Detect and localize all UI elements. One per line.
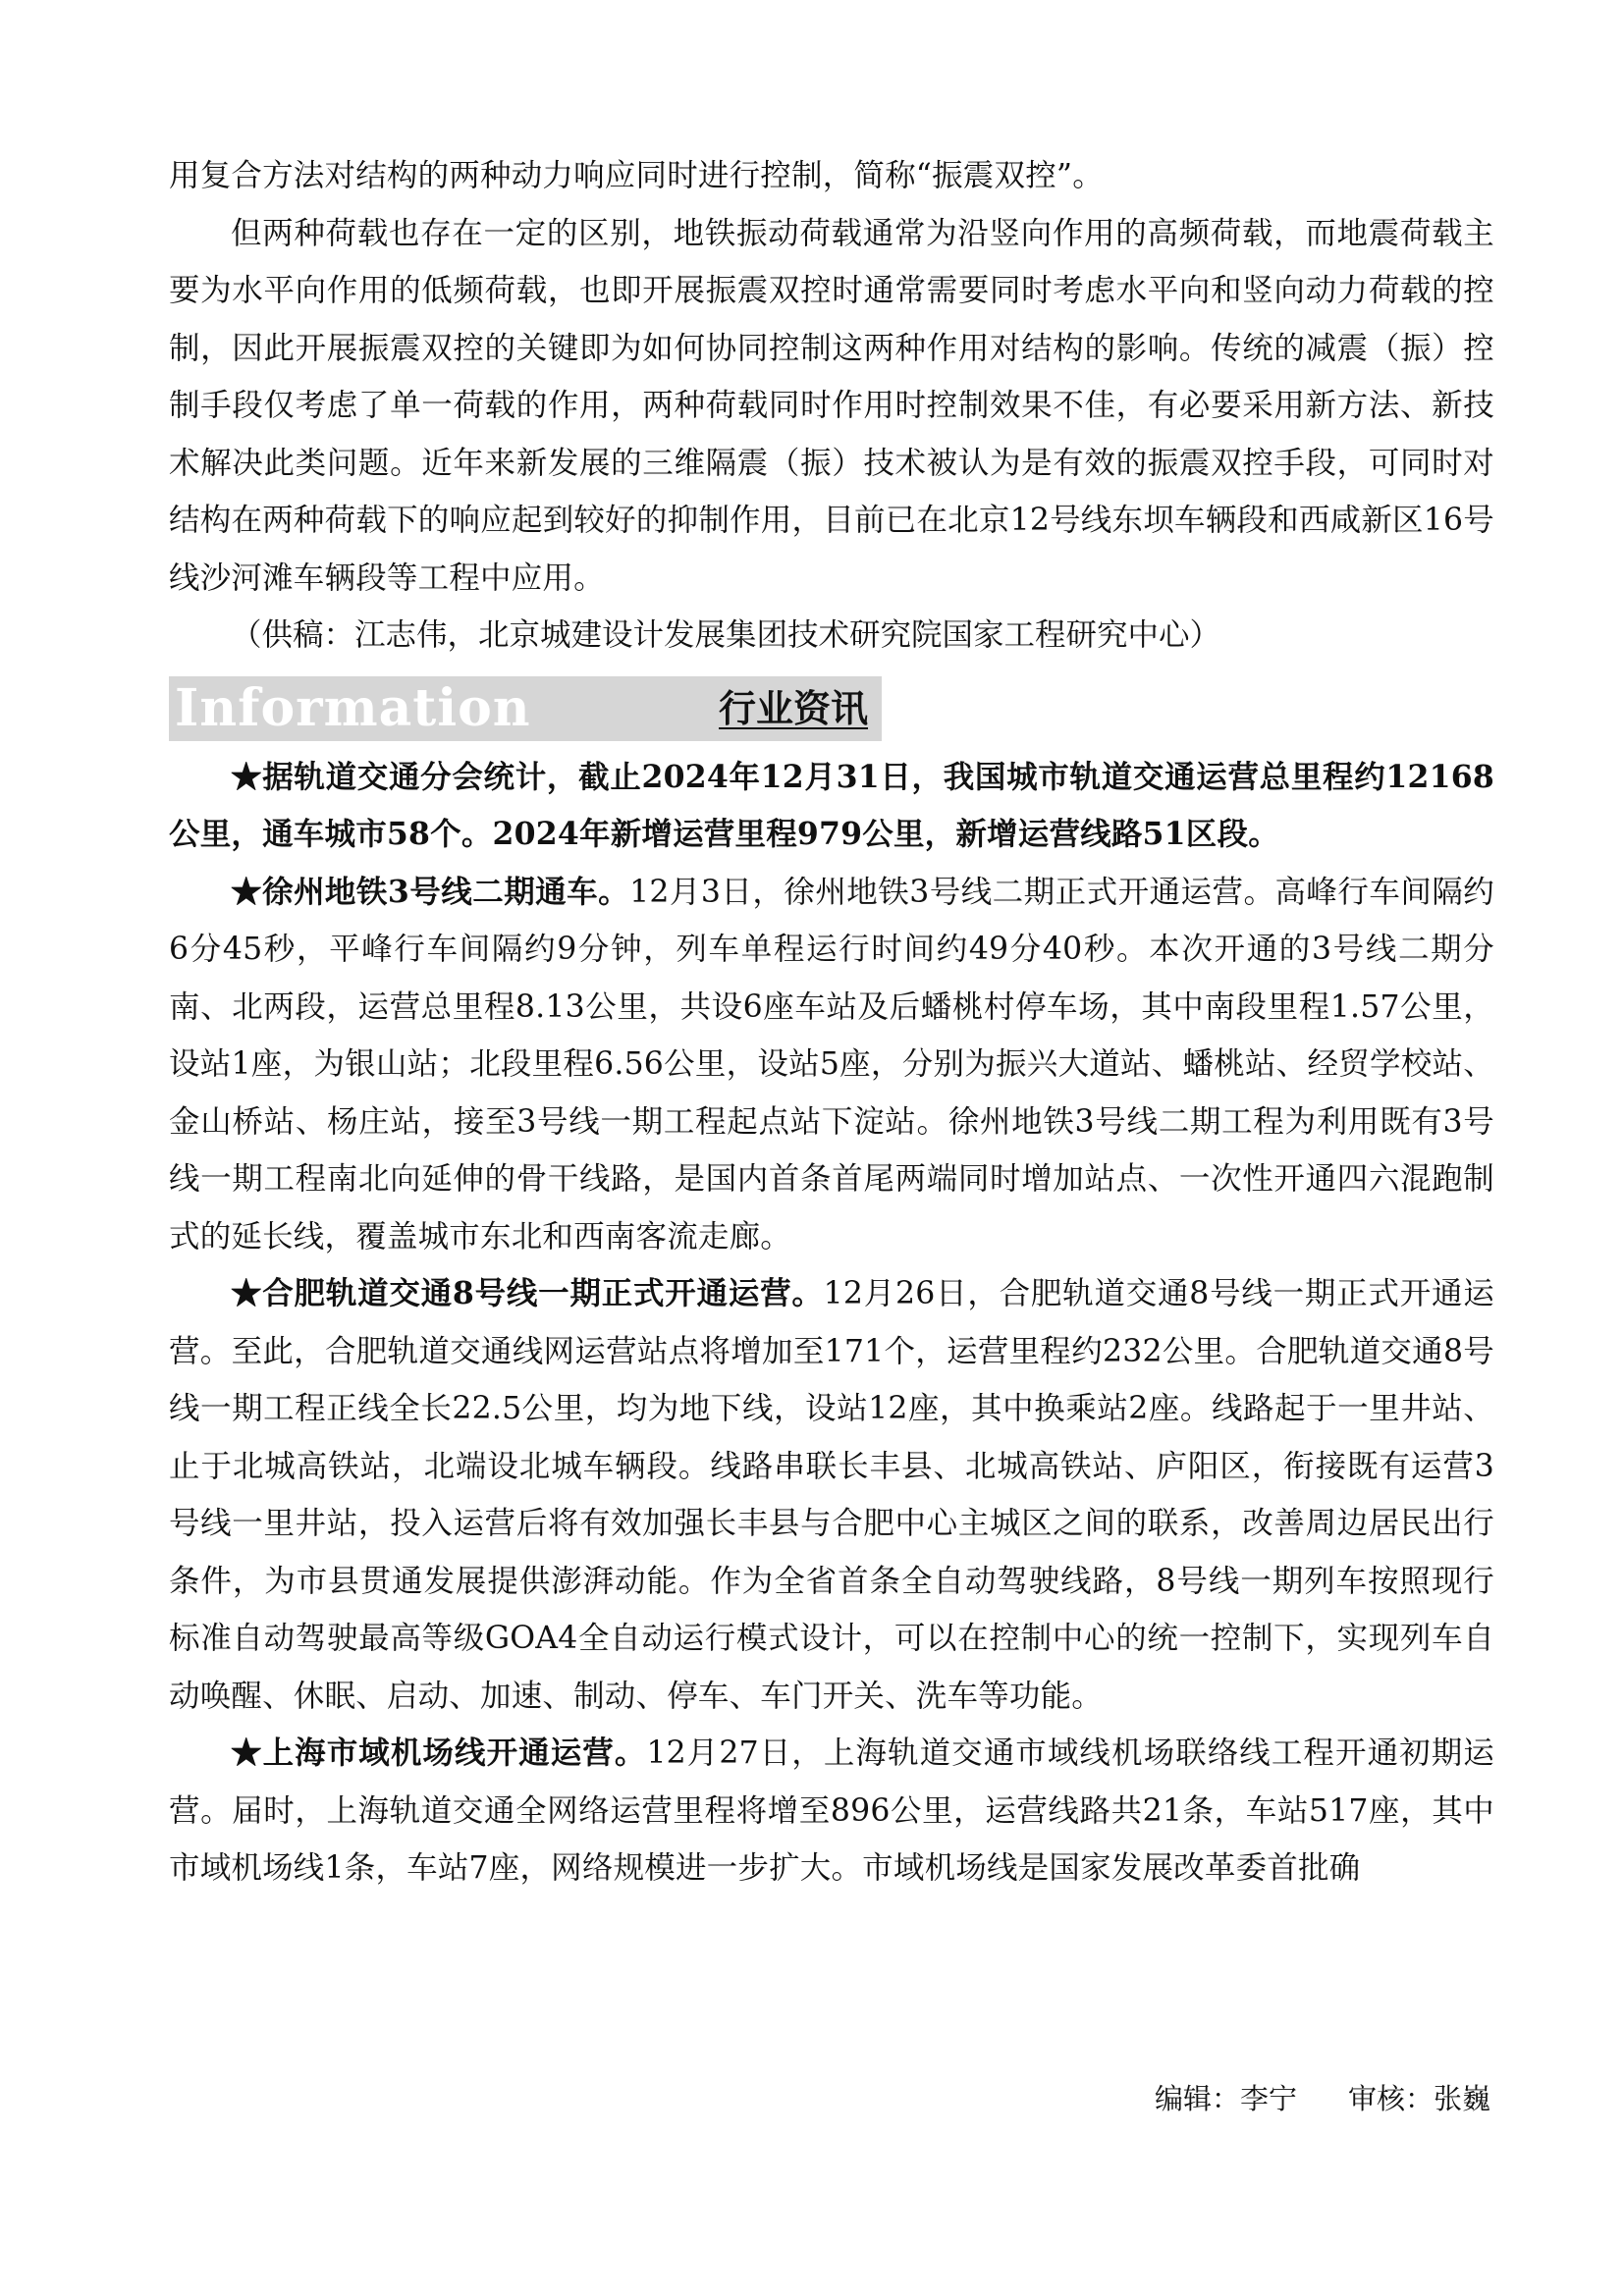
news-item-statistics bbox=[169, 749, 1494, 864]
section-banner bbox=[169, 672, 1494, 743]
intro-paragraph-2: 但两种荷载也存在一定的区别，地铁振动荷载通常为沿竖向作用的高频荷载，而地震荷载主要为水平向作用的低频荷载，也即开展振震双控时通常需要同时考虑水平向和竖向动力荷载的控制，因此开展振震双控的关键即为如何协同控制这两种作用对结构的影响。传统的减震（振）控制手段仅考虑了单一荷载的作用，两种荷载同时作用时控制效果不佳，有必要采用新方法、新技术解决此类问题。近年来新发展的三维隔震（振）技术被认为是有效的振震双控手段，可同时对结构在两种荷载下的响应起到较好的抑制作用，目前已在北京12号线东坝车辆段和西咸新区16号线沙河滩车辆段等工程中应用。 bbox=[169, 215, 1494, 596]
news-body: 12月27日，上海轨道交通市域线机场联络线工程开通初期运营。届时，上海轨道交通全网络运营里程将增至896公里，运营线路共21条，车站517座，其中市域机场线1条，车站7座，网络规模进一步扩大。市域机场线是国家发展改革委首批确 bbox=[169, 1735, 1494, 1886]
intro-paragraph-1: 用复合方法对结构的两种动力响应同时进行控制，简称“振震双控”。 bbox=[169, 158, 1104, 193]
news-headline: ★上海市域机场线开通运营。 bbox=[231, 1735, 647, 1771]
editor-credit: 编辑：李宁 bbox=[1154, 2082, 1297, 2115]
news-headline: ★据轨道交通分会统计，截止2024年12月31日，我国城市轨道交通运营总里程约12168公里，通车城市58个。2024年新增运营里程979公里，新增运营线路51区段。 bbox=[169, 758, 1494, 852]
contributor-credit: （供稿：江志伟，北京城建设计发展集团技术研究院国家工程研究中心） bbox=[231, 617, 1221, 653]
news-headline: ★合肥轨道交通8号线一期正式开通运营。 bbox=[231, 1275, 824, 1311]
news-headline: ★徐州地铁3号线二期通车。 bbox=[231, 873, 630, 910]
page-footer bbox=[1155, 2079, 1490, 2118]
news-body: 12月3日，徐州地铁3号线二期正式开通运营。高峰行车间隔约6分45秒，平峰行车间隔约9分钟，列车单程运行时间约49分40秒。本次开通的3号线二期分南、北两段，运营总里程8.13公里，共设6座车站及后蟠桃村停车场，其中南段里程1.57公里，设站1座，为银山站；北段里程6.56公里，设站5座，分别为振兴大道站、蟠桃站、经贸学校站、金山桥站、杨庄站，接至3号线一期工程起点站下淀站。徐州地铁3号线二期工程为利用既有3号线一期工程南北向延伸的骨干线路，是国内首条首尾两端同时增加站点、一次性开通四六混跑制式的延长线，覆盖城市东北和西南客流走廊。 bbox=[169, 874, 1495, 1255]
news-item-shanghai bbox=[169, 1725, 1494, 1897]
news-item-xuzhou bbox=[169, 864, 1494, 1266]
news-body: 12月26日，合肥轨道交通8号线一期正式开通运营。至此，合肥轨道交通线网运营站点将增加至171个，运营里程约232公里。合肥轨道交通8号线一期工程正线全长22.5公里，均为地下线，设站12座，其中换乘站2座。线路起于一里井站、止于北城高铁站，北端设北城车辆段。线路串联长丰县、北城高铁站、庐阳区，衔接既有运营3号线一里井站，投入运营后将有效加强长丰县与合肥中心主城区之间的联系，改善周边居民出行条件，为市县贯通发展提供澎湃动能。作为全省首条全自动驾驶线路，8号线一期列车按照现行标准自动驾驶最高等级GOA4全自动运行模式设计，可以在控制中心的统一控制下，实现列车自动唤醒、休眠、启动、加速、制动、停车、车门开关、洗车等功能。 bbox=[169, 1276, 1494, 1714]
reviewer-credit: 审核：张巍 bbox=[1347, 2082, 1490, 2115]
news-item-hefei bbox=[169, 1265, 1494, 1725]
banner-chinese-title: 行业资讯 bbox=[719, 685, 869, 730]
banner-english-title: Information bbox=[175, 677, 531, 738]
page-content bbox=[169, 147, 1494, 1897]
